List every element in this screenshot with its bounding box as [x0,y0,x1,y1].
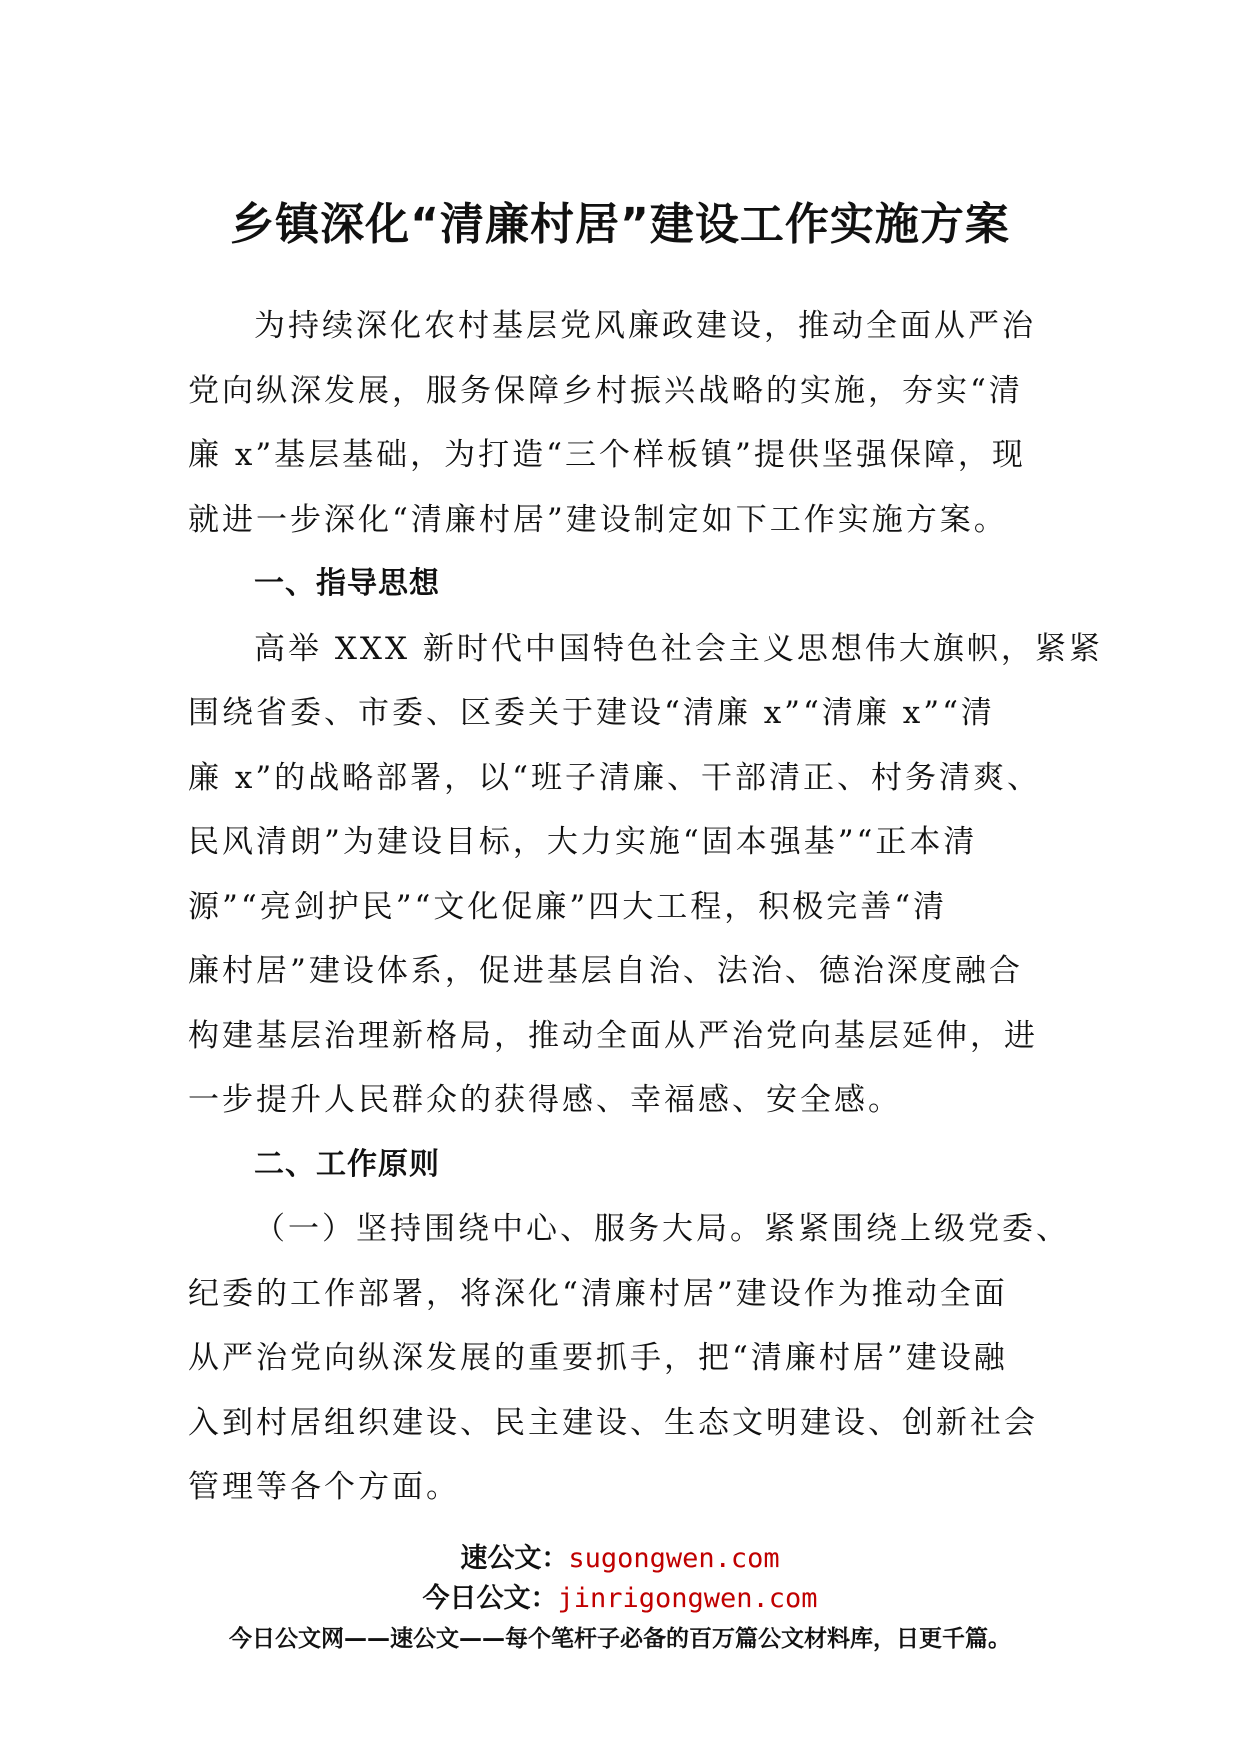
paragraph-principle-line-5: 管理等各个方面。 [188,1469,460,1505]
paragraph-principle-line-4: 入到村居组织建设、民主建设、生态文明建设、创新社会 [188,1404,1038,1441]
paragraph-intro-line-4: 就进一步深化“清廉村居”建设制定如下工作实施方案。 [188,501,1008,538]
paragraph-principle-line-1: （一）坚持围绕中心、服务大局。紧紧围绕上级党委、 [254,1211,1070,1247]
footer-slogan: 今日公文网——速公文——每个笔杆子必备的百万篇公文材料库，日更千篇。 [229,1626,1011,1652]
footer-site-sugongwen [0,1536,1240,1575]
paragraph-guiding-line-2: 围绕省委、市委、区委关于建设“清廉 x”“清廉 x”“清 [188,695,995,731]
paragraph-guiding-line-7: 构建基层治理新格局，推动全面从严治党向基层延伸，进 [188,1017,1038,1054]
footer-site1-label: 速公文： [460,1543,569,1574]
paragraph-principle-line-3: 从严治党向纵深发展的重要抓手，把“清廉村居”建设融 [188,1340,1008,1376]
footer-site2-link[interactable]: jinrigongwen.com [557,1583,818,1614]
paragraph-guiding-line-5: 源”“亮剑护民”“文化促廉”四大工程，积极完善“清 [188,888,948,925]
section-heading-guiding-thought: 一、指导思想 [254,566,440,601]
paragraph-intro-line-2: 党向纵深发展，服务保障乡村振兴战略的实施，夯实“清 [188,372,1023,409]
paragraph-intro-line-3: 廉 x”基层基础，为打造“三个样板镇”提供坚强保障，现 [188,437,1026,473]
document-title: 乡镇深化“清廉村居”建设工作实施方案 [230,199,1010,250]
footer-site-jinrigongwen [0,1576,1240,1615]
paragraph-guiding-line-4: 民风清朗”为建设目标，大力实施“固本强基”“正本清 [188,824,978,860]
paragraph-guiding-line-6: 廉村居”建设体系，促进基层自治、法治、德治深度融合 [188,953,1023,989]
paragraph-intro-line-1: 为持续深化农村基层党风廉政建设，推动全面从严治 [254,308,1036,344]
footer-site1-link[interactable]: sugongwen.com [568,1543,780,1574]
footer-site2-label: 今日公文： [422,1583,558,1614]
paragraph-guiding-line-1: 高举 XXX 新时代中国特色社会主义思想伟大旗帜，紧紧 [254,630,1103,667]
section-heading-work-principles: 二、工作原则 [254,1146,440,1182]
document-body [188,294,1103,1520]
paragraph-guiding-line-3: 廉 x”的战略部署，以“班子清廉、干部清正、村务清爽、 [188,759,1042,796]
paragraph-principle-line-2: 纪委的工作部署，将深化“清廉村居”建设作为推动全面 [188,1275,1008,1312]
paragraph-guiding-line-8: 一步提升人民群众的获得感、幸福感、安全感。 [188,1082,902,1118]
